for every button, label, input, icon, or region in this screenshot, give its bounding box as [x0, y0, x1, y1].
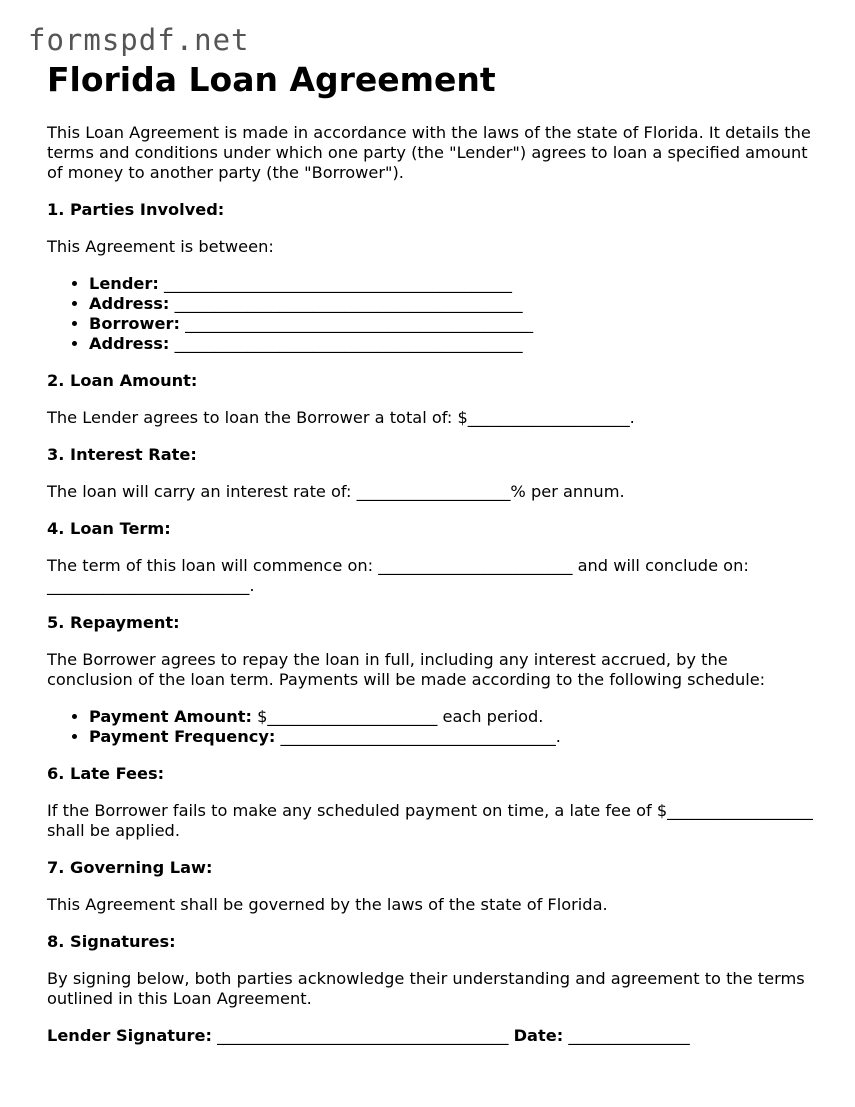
amount-text[interactable]: The Lender agrees to loan the Borrower a total of: $____________________.	[47, 408, 635, 427]
date-label: Date:	[513, 1026, 564, 1045]
repayment-list	[47, 707, 817, 747]
document-page	[47, 60, 817, 1046]
section-heading-term: 4. Loan Term:	[47, 519, 171, 538]
section-heading-late-fees: 6. Late Fees:	[47, 764, 165, 783]
interest-text[interactable]: The loan will carry an interest rate of: ___________________% per annum.	[47, 482, 625, 501]
section-heading-amount: 2. Loan Amount:	[47, 371, 198, 390]
late-fees-text[interactable]: If the Borrower fails to make any scheduled payment on time, a late fee of $__________________ shall be applied.	[47, 801, 813, 840]
payment-amount-blank[interactable]: $_____________________ each period.	[251, 707, 544, 726]
list-item-borrower-address	[89, 334, 817, 354]
lender-name-blank[interactable]: ___________________________________________	[158, 274, 513, 293]
field-label: Borrower:	[89, 314, 180, 333]
repayment-text: The Borrower agrees to repay the loan in full, including any interest accrued, by the conclusion of the loan term. Payments will be made according to the following schedule:	[47, 650, 766, 689]
list-item-payment-frequency	[89, 727, 817, 747]
borrower-name-blank[interactable]: ___________________________________________	[179, 314, 534, 333]
borrower-address-blank[interactable]: ___________________________________________	[169, 334, 523, 353]
parties-text: This Agreement is between:	[47, 237, 274, 256]
lender-signature-blank[interactable]: ____________________________________	[211, 1026, 514, 1045]
field-label: Address:	[89, 334, 170, 353]
list-item-lender-address	[89, 294, 817, 314]
list-item-payment-amount	[89, 707, 817, 727]
field-label: Address:	[89, 294, 170, 313]
field-label: Payment Frequency:	[89, 727, 276, 746]
field-label: Lender:	[89, 274, 159, 293]
law-text: This Agreement shall be governed by the laws of the state of Florida.	[47, 895, 608, 914]
lender-signature-label: Lender Signature:	[47, 1026, 212, 1045]
lender-address-blank[interactable]: ___________________________________________	[169, 294, 523, 313]
parties-list	[47, 274, 817, 354]
field-label: Payment Amount:	[89, 707, 252, 726]
date-blank[interactable]: _______________	[563, 1026, 690, 1045]
section-heading-repayment: 5. Repayment:	[47, 613, 180, 632]
intro-paragraph: This Loan Agreement is made in accordance with the laws of the state of Florida. It details the terms and conditions under which one party (the "Lender") agrees to loan a specified amount of money to another party (the "Borrower").	[47, 123, 811, 182]
signatures-text: By signing below, both parties acknowledge their understanding and agreement to the terms outlined in this Loan Agreement.	[47, 969, 805, 1008]
list-item-borrower	[89, 314, 817, 334]
section-heading-law: 7. Governing Law:	[47, 858, 213, 877]
document-title: Florida Loan Agreement	[47, 60, 496, 99]
payment-frequency-blank[interactable]: __________________________________.	[275, 727, 561, 746]
signature-line	[47, 1026, 817, 1046]
section-heading-signatures: 8. Signatures:	[47, 932, 176, 951]
list-item-lender	[89, 274, 817, 294]
section-heading-interest: 3. Interest Rate:	[47, 445, 197, 464]
watermark-logo: formspdf.net	[28, 23, 250, 57]
section-heading-parties: 1. Parties Involved:	[47, 200, 225, 219]
term-text[interactable]: The term of this loan will commence on: ________________________ and will conclude on: _________________________.	[47, 556, 749, 595]
